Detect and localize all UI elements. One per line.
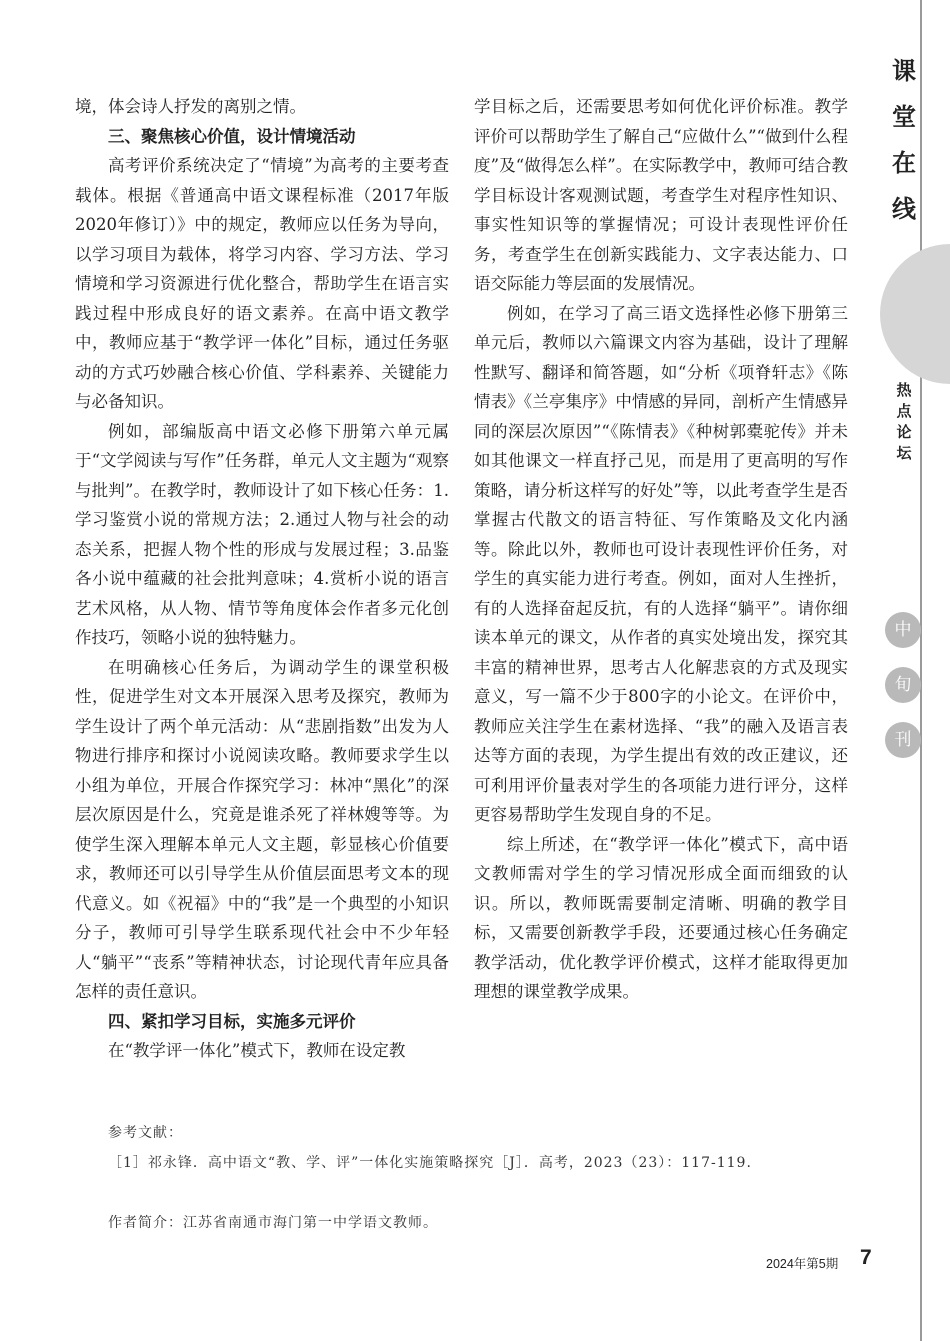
issue-badges xyxy=(885,612,925,777)
section-title-vertical xyxy=(890,48,918,232)
paragraph: 综上所述，在“教学评一体化”模式下，高中语文教师需对学生的学习情况形成全面而细致的认识。所以，教师既需要制定清晰、明确的教学目标，又需要创新教学手段，还要通过核心任务确定教学活动，优化教学评价模式，这样才能取得更加理想的课堂教学成果。 xyxy=(474,834,848,1001)
paragraph: 例如，在学习了高三语文选择性必修下册第三单元后，教师以六篇课文内容为基础，设计了理解性默写、翻译和简答题，如“分析《项脊轩志》《陈情表》《兰亭集序》中情感的异同，剖析产生情感异同的深层次原因”“《陈情表》《种树郭橐驼传》并未如其他课文一样直抒己见，而是用了更高明的写作策略，请分析这样写的好处”等，以此考查学生是否掌握古代散文的语言特征、写作策略及文化内涵等。除此以外，教师也可设计表现性评价任务，对学生的真实能力进行考查。例如，面对人生挫折，有的人选择奋起反抗，有的人选择“躺平”。请你细读本单元的课文，从作者的真实处境出发，探究其丰富的精神世界，思考古人化解悲哀的方式及现实意义，写一篇不少于800字的小论文。在评价中，教师应关注学生在素材选择、“我”的融入及语言表达等方面的表现，为学生提出有效的改正建议，还可利用评价量表对学生的各项能力进行评分，这样更容易帮助学生发现自身的不足。 xyxy=(474,303,848,824)
spacer xyxy=(108,1178,868,1208)
right-column xyxy=(474,92,848,1007)
page-number: 7 xyxy=(860,1246,872,1269)
issue-label: 2024年第5期 xyxy=(766,1257,839,1271)
paragraph: 在“教学评一体化”模式下，教师在设定教 xyxy=(108,1041,406,1060)
section-title-char: 课 xyxy=(892,57,916,85)
badge-zhong: 中 xyxy=(885,612,921,648)
decorative-circle xyxy=(880,244,950,384)
section-heading: 三、聚焦核心价值，设计情境活动 xyxy=(108,126,356,146)
paragraph: 在明确核心任务后，为调动学生的课堂积极性，促进学生对文本开展深入思考及探究，教师为学生设计了两个单元活动：从“悲剧指数”出发为人物进行排序和探讨小说阅读攻略。教师要求学生以小组为单位，开展合作探究学习：林冲“黑化”的深层次原因是什么，究竟是谁杀死了祥林嫂等等。为使学生深入理解本单元人文主题，彰显核心价值要求，教师还可以引导学生从价值层面思考文本的现代意义。如《祝福》中的“我”是一个典型的小知识分子，教师可引导学生联系现代社会中不少年轻人“躺平”“丧系”等精神状态，讨论现代青年应具备怎样的责任意识。 xyxy=(75,657,449,1001)
paragraph: 高考评价系统决定了“情境”为高考的主要考查载体。根据《普通高中语文课程标准（2017年版2020年修订）》中的规定，教师应以任务为导向，以学习项目为载体，将学习内容、学习方法、学习情境和学习资源进行优化整合，帮助学生在语言实践过程中形成良好的语文素养。在高中语文教学中，教师应基于“教学评一体化”目标，通过任务驱动的方式巧妙融合核心价值、学科素养、关键能力与必备知识。 xyxy=(75,156,449,411)
references-heading: 参考文献： xyxy=(108,1125,183,1141)
sub-section-char: 点 xyxy=(896,402,912,420)
sub-section-char: 坛 xyxy=(896,444,912,462)
paragraph: 学目标之后，还需要思考如何优化评价标准。教学评价可以帮助学生了解自己“应做什么”“做到什么程度”及“做得怎么样”。在实际教学中，教师可结合教学目标设计客观测试题，考查学生对程序性知识、事实性知识等的掌握情况；可设计表现性评价任务，考查学生在创新实践能力、文字表达能力、口语交际能力等层面的发展情况。 xyxy=(474,97,848,293)
badge-kan: 刊 xyxy=(885,722,921,758)
references xyxy=(108,1118,868,1238)
section-title-char: 线 xyxy=(892,195,916,223)
badge-xun: 旬 xyxy=(885,667,921,703)
reference-item: ［1］祁永锋．高中语文“教、学、评”一体化实施策略探究［J］．高考，2023（23）：117-119. xyxy=(108,1155,752,1171)
sub-section-char: 论 xyxy=(896,423,912,441)
sub-section-label xyxy=(890,380,918,464)
paragraph: 境，体会诗人抒发的离别之情。 xyxy=(75,97,306,116)
author-bio: 作者简介：江苏省南通市海门第一中学语文教师。 xyxy=(108,1215,438,1231)
section-heading: 四、紧扣学习目标，实施多元评价 xyxy=(108,1011,356,1031)
left-column xyxy=(75,92,449,1066)
section-title-char: 在 xyxy=(892,149,916,177)
sub-section-char: 热 xyxy=(896,381,912,399)
paragraph: 例如，部编版高中语文必修下册第六单元属于“文学阅读与写作”任务群，单元人文主题为“观察与批判”。在教学时，教师设计了如下核心任务：1.学习鉴赏小说的常规方法；2.通过人物与社会的动态关系，把握人物个性的形成与发展过程；3.品鉴各小说中蕴藏的社会批判意味；4.赏析小说的语言艺术风格，从人物、情节等角度体会作者多元化创作技巧，领略小说的独特魅力。 xyxy=(75,421,449,647)
section-title-char: 堂 xyxy=(892,103,916,131)
